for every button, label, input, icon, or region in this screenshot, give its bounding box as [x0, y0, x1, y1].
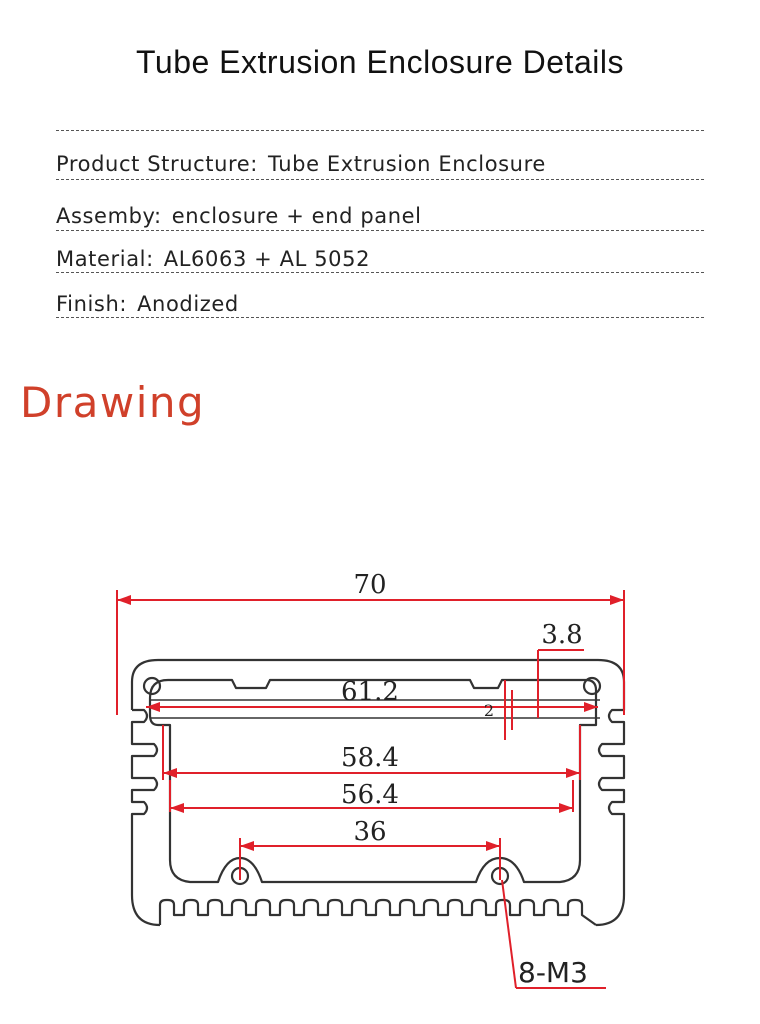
dim-56-4-arrow-right	[559, 803, 573, 813]
spec-label: Material:	[56, 247, 154, 271]
dim-56-4-label: 56.4	[341, 780, 399, 810]
spec-label: Finish:	[56, 292, 128, 316]
page-title: Tube Extrusion Enclosure Details	[136, 44, 624, 80]
right-wall	[132, 710, 160, 925]
dim-58-4-arrow-right	[566, 768, 580, 778]
dim-36-arrow-right	[486, 841, 500, 851]
dim-70-arrow-right	[610, 595, 624, 605]
bottom-fins	[160, 900, 596, 925]
dim-70-arrow-left	[117, 595, 131, 605]
dim-36-arrow-left	[240, 841, 254, 851]
dim-36-label: 36	[353, 817, 387, 847]
dim-56-4-arrow-left	[170, 803, 184, 813]
drawing-heading: Drawing	[20, 378, 206, 427]
dim-58-4-label: 58.4	[341, 743, 399, 773]
spec-value: AL6063 + AL 5052	[163, 247, 371, 271]
spec-label: Assemby:	[56, 204, 162, 228]
spec-label: Product Structure:	[56, 152, 258, 176]
spec-value: Tube Extrusion Enclosure	[267, 152, 546, 176]
spec-value: enclosure + end panel	[171, 204, 422, 228]
dim-3-8-label: 3.8	[541, 620, 583, 650]
spec-value: Anodized	[137, 292, 239, 316]
dim-2-label: 2	[483, 701, 495, 720]
dim-70-label: 70	[353, 570, 387, 600]
dim-61-2-arrow-left	[146, 702, 160, 712]
dim-61-2-label: 61.2	[341, 677, 399, 707]
screw-callout-label: 8-M3	[518, 956, 588, 989]
callout-leader	[502, 880, 516, 988]
